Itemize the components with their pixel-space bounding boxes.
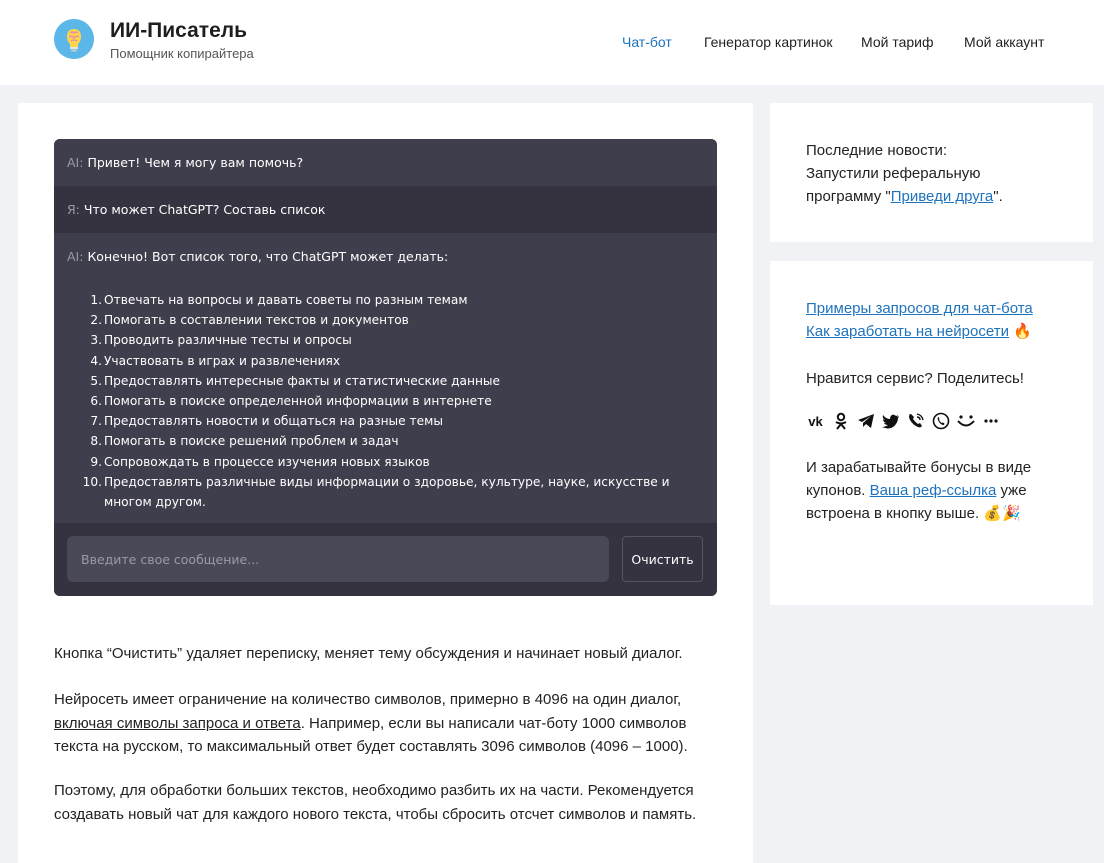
capabilities-list: [82, 290, 690, 512]
clear-button[interactable]: Очистить: [622, 536, 703, 582]
news-text: Последние новости: Запустили реферальную программу "Приведи друга".: [806, 139, 1046, 208]
underlined-phrase: включая символы запроса и ответа: [54, 714, 301, 732]
brain-lightbulb-logo-icon[interactable]: [54, 19, 94, 59]
sidebar-links-widget: [770, 261, 1093, 605]
nav-my-plan[interactable]: Мой тариф: [861, 34, 934, 50]
site-tagline: Помощник копирайтера: [110, 46, 254, 61]
paragraph-clear-info: Кнопка “Очистить” удаляет переписку, меняет тему обсуждения и начинает новый диалог.: [54, 645, 683, 662]
list-item: 2. Помогать в составлении текстов и документов: [90, 313, 409, 328]
chat-message-text: Конечно! Вот список того, что ChatGPT может делать:: [87, 249, 449, 264]
list-item: 8. Помогать в поиске решений проблем и задач: [90, 434, 399, 449]
nav-my-account[interactable]: Мой аккаунт: [964, 34, 1045, 50]
prompt-examples-link[interactable]: Примеры запросов для чат-бота: [806, 300, 1033, 317]
list-item: 3. Проводить различные тесты и опросы: [90, 333, 352, 348]
list-item: 6. Помогать в поиске определенной информации в интернете: [90, 394, 492, 409]
sidebar-links: [806, 297, 1066, 343]
viber-icon[interactable]: [906, 412, 925, 431]
chat-message-text: Привет! Чем я могу вам помочь?: [87, 155, 304, 170]
paragraph-limit-info: Нейросеть имеет ограничение на количество символов, примерно в 4096 на один диалог, включая символы запроса и ответа. Например, если вы написали чат-боту 1000 символов текста на русском, то максимальный ответ будет составлять 3096 символов (4096 – 1000).: [54, 691, 688, 755]
list-item: 5. Предоставлять интересные факты и статистические данные: [90, 373, 501, 388]
main-content: [18, 103, 753, 863]
ref-link[interactable]: Ваша реф-ссылка: [869, 482, 997, 499]
share-buttons: [806, 411, 1000, 431]
telegram-icon[interactable]: [856, 412, 875, 431]
list-item: 9. Сопровождать в процессе изучения новых языков: [90, 454, 430, 469]
bonus-text: И зарабатывайте бонусы в виде купонов. Ваша реф-ссылка уже встроена в кнопку выше. 💰🎉: [806, 459, 1032, 522]
twitter-icon[interactable]: [881, 412, 900, 431]
list-item: 1. Отвечать на вопросы и давать советы по разным темам: [90, 293, 468, 307]
moymir-icon[interactable]: [956, 412, 975, 431]
list-item: 7. Предоставлять новости и общаться на разные темы: [90, 414, 443, 429]
refer-friend-link[interactable]: Приведи друга: [890, 188, 994, 205]
chat-message-input[interactable]: [67, 536, 609, 582]
ai-prefix: AI:: [67, 155, 84, 170]
share-prompt: Нравится сервис? Поделитесь!: [806, 370, 1024, 387]
chat-message-ai: [54, 233, 717, 523]
sidebar-news-widget: [770, 103, 1093, 242]
list-item: 10. Предоставлять различные виды информации о здоровье, культуре, науке, искусстве и многом другом.: [82, 474, 670, 510]
odnoklassniki-icon[interactable]: [831, 412, 850, 431]
user-prefix: Я:: [67, 202, 80, 217]
nav-image-generator[interactable]: Генератор картинок: [704, 34, 833, 50]
chat-message-text: Что может ChatGPT? Составь список: [83, 202, 326, 217]
paragraph-split-advice: Поэтому, для обработки больших текстов, необходимо разбить их на части. Рекомендуется создавать новый чат для каждого нового текста, чтобы сбросить отсчет символов и память.: [54, 782, 697, 823]
chat-input-bar: [54, 523, 717, 596]
whatsapp-icon[interactable]: [931, 412, 950, 431]
chat-window: [54, 139, 717, 596]
chat-message-user: [54, 186, 717, 233]
ai-prefix: AI:: [67, 249, 84, 264]
earn-with-ai-link[interactable]: Как заработать на нейросети: [806, 323, 1009, 340]
chat-message-ai: [54, 139, 717, 186]
news-title: Последние новости:: [806, 142, 947, 159]
vk-icon[interactable]: vk: [808, 413, 823, 429]
money-bag-party-icon: 💰🎉: [983, 505, 1021, 522]
site-title[interactable]: ИИ-Писатель: [110, 19, 248, 42]
more-icon[interactable]: [981, 412, 1000, 431]
fire-icon: 🔥: [1013, 323, 1032, 340]
site-header: [0, 0, 1104, 85]
list-item: 4. Участвовать в играх и развлечениях: [90, 353, 341, 368]
nav-chatbot[interactable]: Чат-бот: [622, 34, 672, 50]
